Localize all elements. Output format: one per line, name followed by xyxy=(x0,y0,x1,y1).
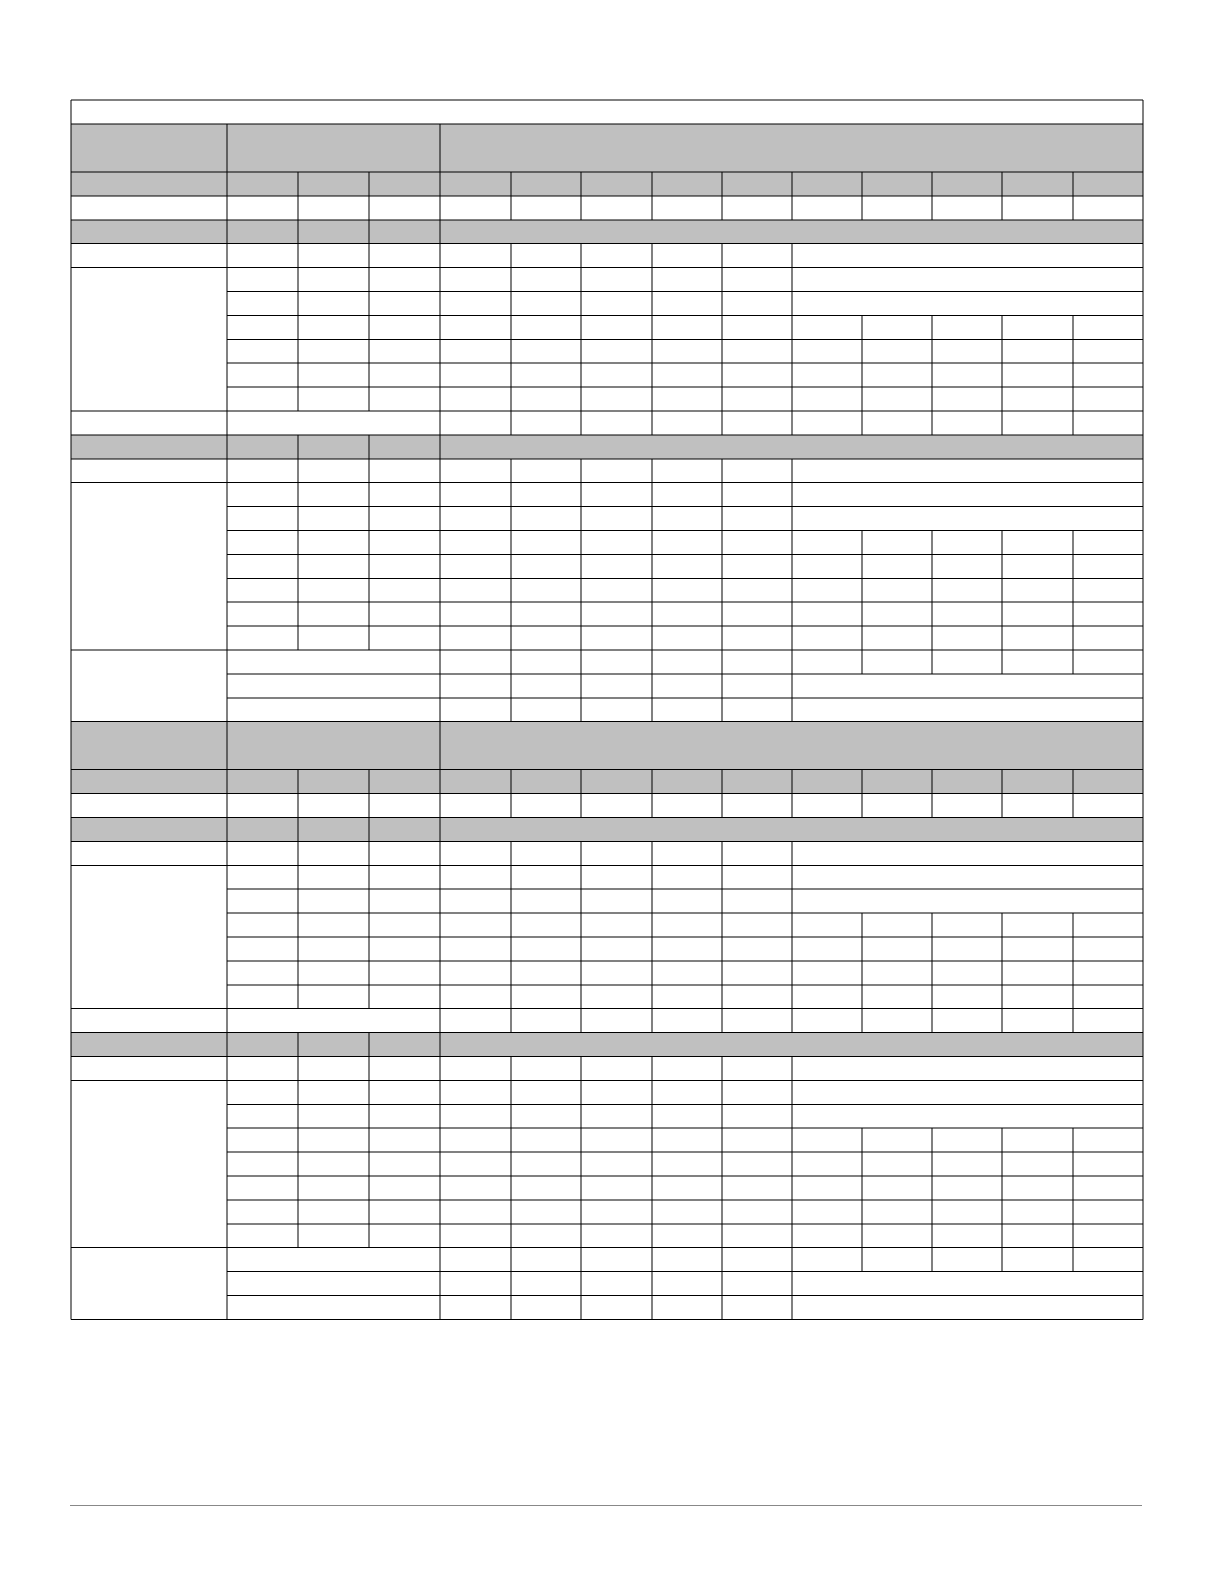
footer-rule xyxy=(70,1505,1142,1506)
header-row xyxy=(71,172,1143,196)
header-row xyxy=(71,722,1143,770)
header-row xyxy=(71,770,1143,794)
header-row xyxy=(71,818,1143,842)
header-row xyxy=(71,435,1143,459)
header-row xyxy=(71,220,1143,244)
header-row xyxy=(71,1033,1143,1057)
header-row xyxy=(71,124,1143,172)
